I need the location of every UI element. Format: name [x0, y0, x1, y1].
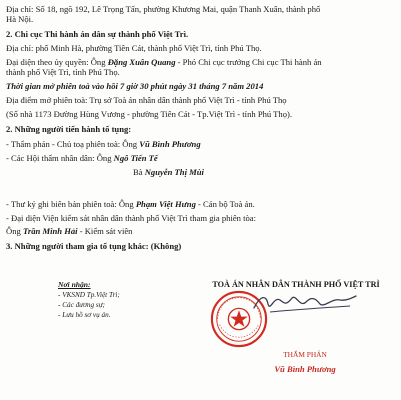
rep-prefix: Đại diện theo ủy quyền: Ông [6, 57, 108, 67]
recipient-item: - Lưu hồ sơ vụ án. [58, 311, 111, 319]
assessor2-value: Nguyễn Thị Mùi [144, 167, 204, 177]
agency-representative-cont: thành phố Việt Trì, tỉnh Phú Thọ. [6, 67, 120, 77]
agency-address: Địa chỉ: phố Minh Hà, phường Tiên Cát, thành phố Việt Trì, tỉnh Phú Thọ. [6, 43, 262, 53]
section-enforcement-agency: 2. Chi cục Thi hành án dân sự thành phố Việt Trì. [6, 29, 189, 39]
judge-value: Vũ Bình Phương [139, 139, 201, 149]
recipients-title: Nơi nhận: [58, 280, 91, 289]
presiding-judge [6, 139, 395, 149]
address-line-2: Hà Nội. [6, 14, 34, 24]
proc-role: - Kiểm sát viên [77, 226, 133, 236]
assessor2-label: Bà [133, 167, 145, 177]
judge-signature-icon [250, 286, 360, 320]
court-clerk [6, 199, 395, 209]
rep-suffix: - Phó Chi cục trưởng Chi cục Thi hành án [175, 57, 322, 67]
people-assessor-2 [133, 167, 395, 177]
judge-title: THẨM PHÁN [283, 350, 327, 359]
clerk-label: - Thư ký ghi biên bản phiên toà: Ông [6, 199, 136, 209]
assessor-value: Ngô Tiến Tế [113, 153, 158, 163]
assessor-label: - Các Hội thẩm nhân dân: Ông [6, 153, 114, 163]
agency-representative [6, 57, 395, 67]
judge-label: - Thẩm phán - Chủ toạ phiên toà: Ông [6, 139, 140, 149]
court-name: TOÀ ÁN NHÂN DÂN THÀNH PHỐ VIỆT TRÌ [212, 280, 380, 289]
proc-name: Trần Minh Hải [22, 226, 78, 236]
judge-name: Vũ Bình Phương [274, 364, 336, 374]
hearing-time: Thời gian mở phiên toà vào hồi 7 giờ 30 phút ngày 31 tháng 7 năm 2014 [6, 81, 264, 91]
recipient-item: - VKSND Tp.Việt Trì; [58, 291, 120, 299]
address-line-1: Địa chỉ: Số 18, ngõ 192, Lê Trọng Tấn, phường Khương Mai, quận Thanh Xuân, thành phố [6, 4, 321, 14]
hearing-place: Địa điểm mở phiên toà: Trụ sở Toà án nhân dân thành phố Việt Trì - tỉnh Phú Thọ [6, 95, 287, 105]
people-assessors [6, 153, 395, 163]
recipient-item: - Các đương sự; [58, 301, 106, 309]
section-other-participants: 3. Những người tham gia tố tụng khác: (Không) [6, 241, 182, 251]
hearing-place-detail: (Số nhà 1173 Đường Hùng Vương - phường Tiên Cát - Tp.Việt Trì - tỉnh Phú Thọ). [6, 109, 293, 119]
clerk-role: - Cán bộ Toà án. [195, 199, 255, 209]
rep-name: Đặng Xuân Quang [107, 57, 176, 67]
clerk-value: Phạm Việt Hưng [135, 199, 196, 209]
procuracy-representative: - Đại diện Viện kiểm sát nhân dân thành phố Việt Trì tham gia phiên tòa: [6, 213, 256, 223]
proc-prefix: Ông [6, 226, 23, 236]
section-proceeding-persons: 2. Những người tiến hành tố tụng: [6, 124, 132, 134]
procurator [6, 226, 395, 236]
